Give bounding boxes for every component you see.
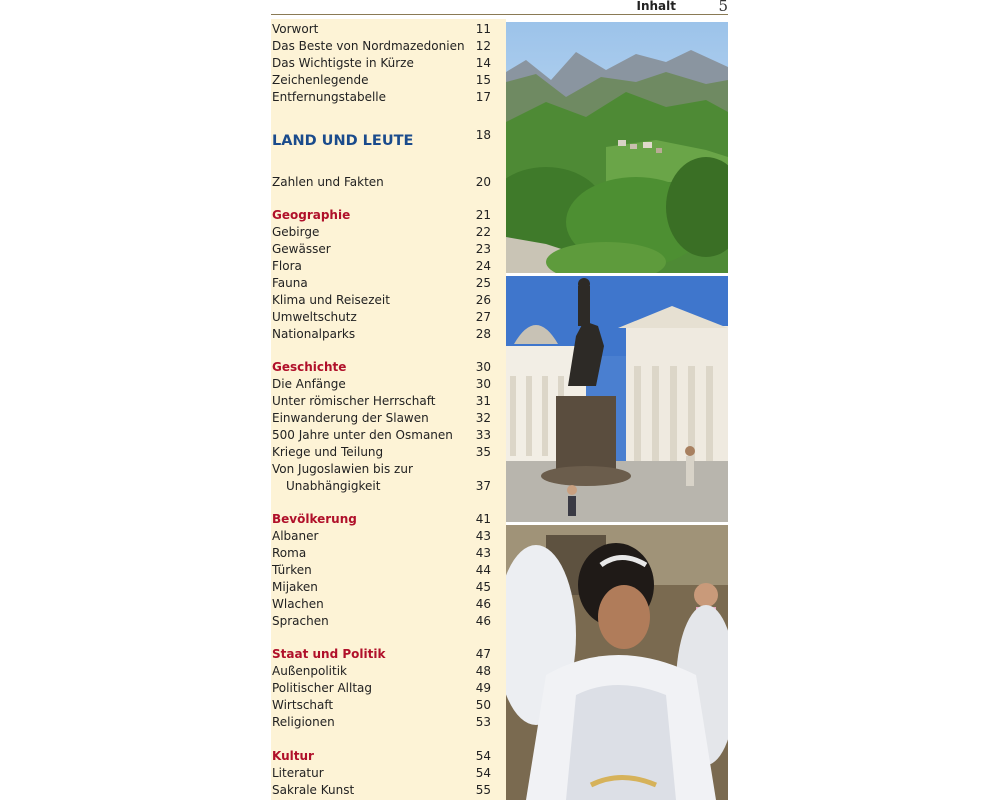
toc-entry-page: 27 — [475, 310, 491, 324]
toc-entry-page: 41 — [475, 512, 491, 526]
toc-entry-page: 46 — [475, 614, 491, 628]
toc-entry-page: 12 — [475, 39, 491, 53]
toc-entry-page: 14 — [475, 56, 491, 70]
toc-entry — [271, 224, 493, 241]
toc-entry — [271, 38, 493, 55]
toc-entry — [271, 545, 493, 562]
toc-entry-page: 37 — [475, 479, 491, 493]
toc-section-heading — [271, 748, 493, 765]
toc-entry-page: 49 — [475, 681, 491, 695]
toc-entry-label: Gewässer — [272, 242, 331, 256]
toc-entry-label: Staat und Politik — [272, 647, 386, 661]
toc-entry-page: 50 — [475, 698, 491, 712]
toc-entry — [271, 579, 493, 596]
header-title: Inhalt — [636, 0, 676, 13]
toc-entry-label: Politischer Alltag — [272, 681, 372, 695]
toc-entry-page: 54 — [475, 749, 491, 763]
table-of-contents — [271, 19, 506, 800]
toc-entry — [271, 714, 493, 731]
toc-entry — [271, 393, 493, 410]
toc-entry-label: Umweltschutz — [272, 310, 357, 324]
toc-entry-page: 35 — [475, 445, 491, 459]
toc-entry — [271, 376, 493, 393]
toc-entry-page: 43 — [475, 529, 491, 543]
toc-entry — [271, 174, 493, 191]
toc-entry — [271, 596, 493, 613]
toc-entry-page: 26 — [475, 293, 491, 307]
toc-entry-label: Einwanderung der Slawen — [272, 411, 429, 425]
toc-entry — [271, 663, 493, 680]
toc-entry — [271, 72, 493, 89]
toc-entry-page: 23 — [475, 242, 491, 256]
toc-entry — [271, 292, 493, 309]
toc-entry — [271, 427, 493, 444]
toc-entry-page: 24 — [475, 259, 491, 273]
toc-entry — [271, 241, 493, 258]
toc-entry — [271, 613, 493, 630]
toc-entry-page: 55 — [475, 783, 491, 797]
toc-entry-page: 20 — [475, 175, 491, 189]
toc-entry-page: 48 — [475, 664, 491, 678]
toc-entry-label: Klima und Reisezeit — [272, 293, 390, 307]
toc-entry — [271, 528, 493, 545]
toc-entry-page: 53 — [475, 715, 491, 729]
toc-entry-page: 30 — [475, 360, 491, 374]
toc-chapter-heading — [271, 128, 493, 150]
toc-entry — [271, 275, 493, 292]
toc-entry-label: Geschichte — [272, 360, 347, 374]
toc-entry — [271, 89, 493, 106]
toc-entry-page: 45 — [475, 580, 491, 594]
toc-entry-label: Nationalparks — [272, 327, 356, 341]
toc-entry-label: Von Jugoslawien bis zur — [272, 462, 413, 476]
toc-entry-page: 11 — [475, 22, 491, 36]
toc-entry-label: Geographie — [272, 208, 351, 222]
page-header — [271, 0, 728, 15]
toc-entry — [271, 444, 493, 461]
toc-entry-label: Unter römischer Herrschaft — [272, 394, 436, 408]
toc-entry-page: 46 — [475, 597, 491, 611]
toc-entry-label: Gebirge — [272, 225, 320, 239]
photo-equestrian-statue — [506, 276, 728, 522]
toc-entry — [271, 697, 493, 714]
toc-entry-page: 25 — [475, 276, 491, 290]
toc-entry-label: 500 Jahre unter den Osmanen — [272, 428, 453, 442]
photo-dancer-in-white-dress — [506, 525, 728, 800]
toc-entry-page: 15 — [475, 73, 491, 87]
toc-entry-page: 47 — [475, 647, 491, 661]
toc-entry — [271, 258, 493, 275]
toc-entry-label: Mijaken — [272, 580, 318, 594]
toc-entry-label: Außenpolitik — [272, 664, 347, 678]
toc-entry-page: 22 — [475, 225, 491, 239]
toc-entry-label: Bevölkerung — [272, 512, 357, 526]
toc-entry-label: Wlachen — [272, 597, 324, 611]
toc-entry-label: Sprachen — [272, 614, 329, 628]
toc-section-heading — [271, 646, 493, 663]
toc-entry — [271, 326, 493, 343]
toc-entry — [271, 478, 493, 495]
toc-entry-page: 43 — [475, 546, 491, 560]
toc-entry-label: Fauna — [272, 276, 308, 290]
toc-entry — [271, 680, 493, 697]
toc-entry-label: Roma — [272, 546, 307, 560]
toc-entry-page: 21 — [475, 208, 491, 222]
toc-entry-label: Sakrale Kunst — [272, 783, 355, 797]
toc-entry-label: Literatur — [272, 766, 324, 780]
toc-entry — [271, 562, 493, 579]
toc-entry-page: 44 — [475, 563, 491, 577]
toc-entry-page: 54 — [475, 766, 491, 780]
toc-entry-page: 31 — [475, 394, 491, 408]
toc-entry-label: Türken — [272, 563, 312, 577]
toc-entry — [271, 782, 493, 799]
toc-entry-label: Zeichenlegende — [272, 73, 369, 87]
toc-entry-label: Religionen — [272, 715, 335, 729]
toc-section-heading — [271, 511, 493, 528]
toc-entry-label: Flora — [272, 259, 302, 273]
toc-entry-label: Die Anfänge — [272, 377, 346, 391]
toc-entry-label: Albaner — [272, 529, 319, 543]
toc-entry-page: 33 — [475, 428, 491, 442]
toc-entry — [271, 765, 493, 782]
toc-entry — [271, 461, 493, 478]
toc-entry-page: 30 — [475, 377, 491, 391]
photo-mountain-village — [506, 22, 728, 273]
toc-entry — [271, 21, 493, 38]
toc-entry — [271, 55, 493, 72]
toc-entry-label: Kultur — [272, 749, 314, 763]
toc-entry-label: Wirtschaft — [272, 698, 334, 712]
toc-entry-page: 18 — [475, 128, 491, 142]
toc-entry — [271, 410, 493, 427]
toc-entry-label: Das Wichtigste in Kürze — [272, 56, 414, 70]
toc-entry-label: Unabhängigkeit — [286, 479, 381, 493]
toc-entry-page: 28 — [475, 327, 491, 341]
toc-entry-label: Kriege und Teilung — [272, 445, 384, 459]
toc-entry-label: Zahlen und Fakten — [272, 175, 384, 189]
toc-entry-label: LAND UND LEUTE — [272, 133, 414, 149]
toc-entry-label: Vorwort — [272, 22, 319, 36]
toc-entry — [271, 309, 493, 326]
toc-entry-page: 17 — [475, 90, 491, 104]
toc-section-heading — [271, 207, 493, 224]
toc-section-heading — [271, 359, 493, 376]
toc-entry-page: 32 — [475, 411, 491, 425]
page-number: 5 — [718, 0, 728, 15]
toc-entry-label: Entfernungstabelle — [272, 90, 387, 104]
toc-entry-label: Das Beste von Nordmazedonien — [272, 39, 465, 53]
